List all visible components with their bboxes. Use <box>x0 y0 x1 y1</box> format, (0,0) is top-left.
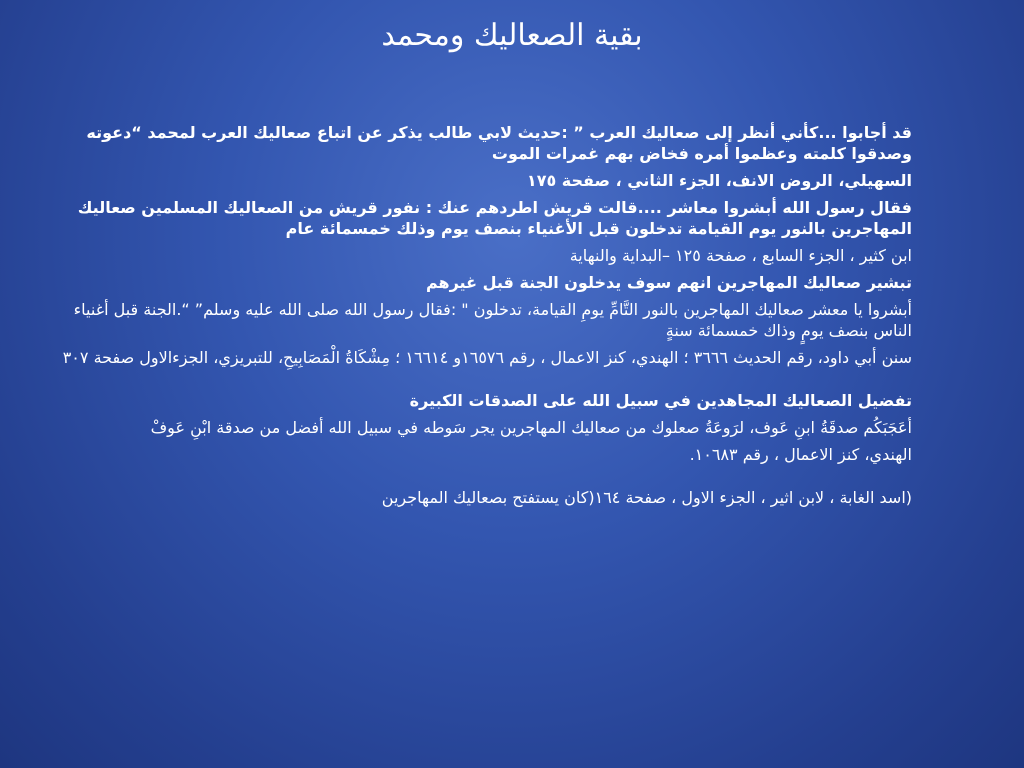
citation-ibn-kathir: ابن كثير ، الجزء السابع ، صفحة ١٢٥ –البداية والنهاية <box>569 246 912 265</box>
spacer <box>32 471 912 487</box>
slide-title: بقية الصعاليك ومحمد <box>381 18 643 53</box>
paragraph-quraysh-aversion: فقال رسول الله أبشروا معاشر ....قالت قريش اطردهم عنك : نفور قريش من الصعاليك المسلمين صعاليك المهاجرين بالنور يوم القيامة تدخلون قبل الأغنياء بنصف يوم وذلك خمسمائة عام <box>77 198 912 238</box>
paragraph-ibn-awf: أعَجَبَكُم صدقَةُ ابنِ عَوف، لرَوعَةُ صعلوك من صعاليك المهاجرين يجر سَوطه في سبيل الله أفضل من صدقة ابْنِ عَوفْ <box>150 418 912 437</box>
heading-glad-tidings: تبشير صعاليك المهاجرين انهم سوف يدخلون الجنة قبل غيرهم <box>425 273 912 292</box>
paragraph-hadith-abu-talib: قد أجابوا ...كأني أنظر إلى صعاليك العرب ” :حديث لابي طالب يذكر عن اتباع صعاليك العرب لمحمد “دعوته وصدقوا كلمته وعظموا أمره فخاض بهم غمرات الموت <box>86 123 912 163</box>
citation-usd-al-ghaba: (اسد الغابة ، لابن اثير ، الجزء الاول ، صفحة ١٦٤(كان يستفتح بصعاليك المهاجرين <box>381 488 912 507</box>
heading-preference-mujahidin: تفضيل الصعاليك المجاهدين في سبيل الله على الصدقات الكبيرة <box>409 391 912 410</box>
citation-abu-dawud: سنن أبي داود، رقم الحديث ٣٦٦٦ ؛ الهندي، كنز الاعمال ، رقم ١٦٥٧٦و ١٦٦١٤ ؛ مِشْكَاةُ الْمَصَابِيحِ، للتبريزي، الجزءالاول صفحة ٣٠٧ <box>62 348 912 367</box>
citation-hindi: الهندي، كنز الاعمال ، رقم ١٠٦٨٣. <box>689 445 912 464</box>
paragraph-hadith-glad-tidings: أبشروا يا معشر صعاليك المهاجرين بالنور التَّامِّ يومِ القيامة، تدخلون " :فقال رسول الله صلى الله عليه وسلم” “.الجنة قبل أغنياء الناس بنصف يومٍ وذاك خمسمائة سنةٍ <box>73 300 912 340</box>
slide-content <box>32 122 912 514</box>
spacer <box>32 374 912 390</box>
citation-suhayli: السهيلي، الروض الانف، الجزء الثاني ، صفحة ١٧٥ <box>526 171 912 190</box>
